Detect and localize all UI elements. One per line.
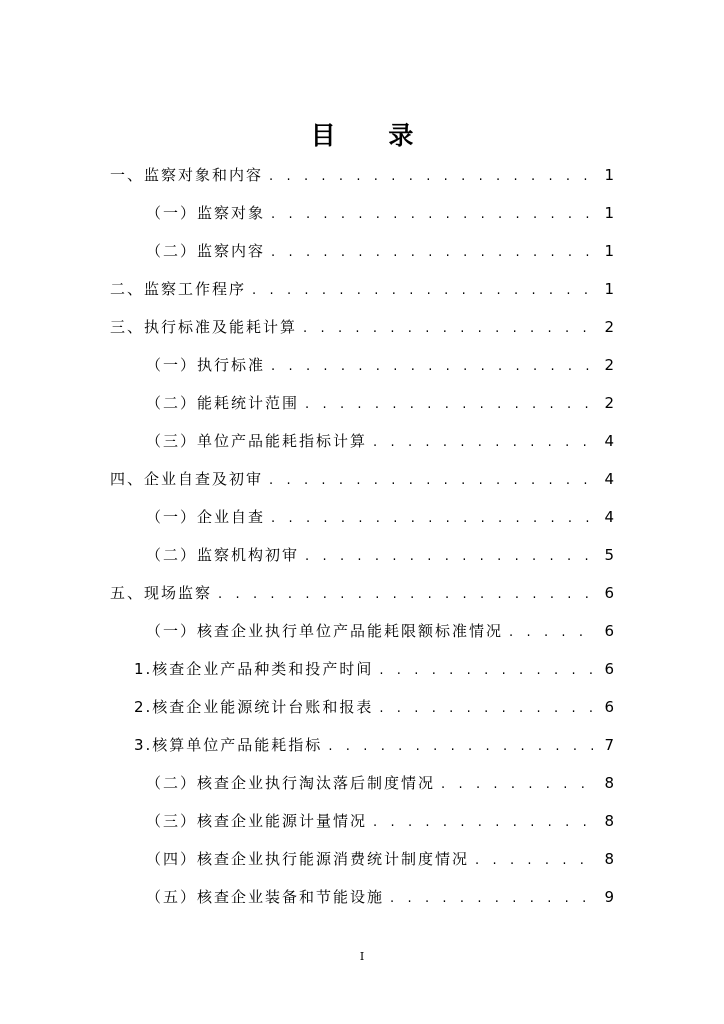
toc-entry[interactable]: [146, 393, 614, 413]
toc-entry-label: 三、执行标准及能耗计算: [110, 318, 298, 336]
toc-entry-label: （二）监察机构初审: [146, 546, 300, 564]
toc-dot-leader: [303, 319, 596, 339]
toc-dot-leader: [379, 661, 596, 681]
toc-entry[interactable]: [146, 621, 614, 641]
toc-entry-page-number: 6: [604, 622, 614, 640]
toc-entry[interactable]: [110, 317, 614, 337]
toc-entry-page-number: 2: [604, 356, 614, 374]
toc-dot-leader: [305, 395, 596, 415]
toc-entry-label: 二、监察工作程序: [110, 280, 247, 298]
toc-dot-leader: [373, 813, 596, 833]
toc-dot-leader: [373, 433, 596, 453]
toc-entry-label: 1.核查企业产品种类和投产时间: [134, 660, 374, 678]
toc-entry-page-number: 6: [604, 660, 614, 678]
toc-entry-page-number: 7: [604, 736, 614, 754]
toc-entry-label: （二）监察内容: [146, 242, 266, 260]
toc-dot-leader: [271, 205, 596, 225]
toc-entry-page-number: 4: [604, 470, 614, 488]
toc-entry-label: 四、企业自查及初审: [110, 470, 264, 488]
toc-entry[interactable]: [146, 203, 614, 223]
toc-entry-page-number: 8: [604, 774, 614, 792]
toc-entry-label: （二）能耗统计范围: [146, 394, 300, 412]
toc-entry-page-number: 1: [604, 204, 614, 222]
toc-entry-page-number: 9: [604, 888, 614, 906]
toc-dot-leader: [328, 737, 596, 757]
toc-dot-leader: [269, 471, 596, 491]
toc-dot-leader: [271, 243, 596, 263]
toc-entry[interactable]: [146, 887, 614, 907]
toc-entry-page-number: 6: [604, 698, 614, 716]
toc-entry[interactable]: [146, 849, 614, 869]
toc-entry-label: （五）核查企业装备和节能设施: [146, 888, 385, 906]
toc-entry[interactable]: [146, 355, 614, 375]
toc-entry[interactable]: [134, 697, 614, 717]
toc-entry[interactable]: [146, 431, 614, 451]
toc-entry-page-number: 1: [604, 242, 614, 260]
toc-dot-leader: [218, 585, 596, 605]
toc-entry-page-number: 4: [604, 508, 614, 526]
toc-entry-label: （一）监察对象: [146, 204, 266, 222]
toc-entry-label: 3.核算单位产品能耗指标: [134, 736, 323, 754]
toc-dot-leader: [271, 357, 596, 377]
toc-entry-label: （二）核查企业执行淘汰落后制度情况: [146, 774, 436, 792]
toc-entry-label: （一）核查企业执行单位产品能耗限额标准情况: [146, 622, 504, 640]
toc-entry-page-number: 2: [604, 394, 614, 412]
toc-entry-label: （四）核查企业执行能源消费统计制度情况: [146, 850, 470, 868]
toc-entry[interactable]: [146, 773, 614, 793]
toc-entry[interactable]: [146, 545, 614, 565]
toc-entry-label: （一）执行标准: [146, 356, 266, 374]
toc-entry-label: （三）单位产品能耗指标计算: [146, 432, 368, 450]
toc-entry[interactable]: [110, 279, 614, 299]
toc-dot-leader: [269, 167, 596, 187]
toc-entry-label: 2.核查企业能源统计台账和报表: [134, 698, 374, 716]
toc-entry[interactable]: [110, 469, 614, 489]
toc-entry[interactable]: [146, 241, 614, 261]
toc-entry-page-number: 6: [604, 584, 614, 602]
toc-dot-leader: [252, 281, 596, 301]
toc-dot-leader: [441, 775, 596, 795]
toc-entry-page-number: 4: [604, 432, 614, 450]
toc-entry-page-number: 2: [604, 318, 614, 336]
toc-entry[interactable]: [134, 735, 614, 755]
toc-dot-leader: [475, 851, 596, 871]
toc-entry[interactable]: [146, 507, 614, 527]
toc-entry-page-number: 5: [604, 546, 614, 564]
toc-entry-page-number: 1: [604, 166, 614, 184]
toc-entry-page-number: 8: [604, 812, 614, 830]
toc-entry-label: （一）企业自查: [146, 508, 266, 526]
toc-dot-leader: [271, 509, 596, 529]
toc-entry-page-number: 8: [604, 850, 614, 868]
toc-dot-leader: [390, 889, 596, 909]
toc-dot-leader: [509, 623, 596, 643]
toc-entry-label: 一、监察对象和内容: [110, 166, 264, 184]
toc-title: 目 录: [310, 121, 436, 150]
toc-entry[interactable]: [110, 583, 614, 603]
toc-dot-leader: [305, 547, 596, 567]
toc-entry[interactable]: [110, 165, 614, 185]
toc-entry-page-number: 1: [604, 280, 614, 298]
page-number-footer: I: [359, 950, 365, 963]
toc-dot-leader: [379, 699, 596, 719]
toc-entry[interactable]: [146, 811, 614, 831]
toc-entry[interactable]: [134, 659, 614, 679]
toc-entry-label: （三）核查企业能源计量情况: [146, 812, 368, 830]
toc-entry-label: 五、现场监察: [110, 584, 213, 602]
